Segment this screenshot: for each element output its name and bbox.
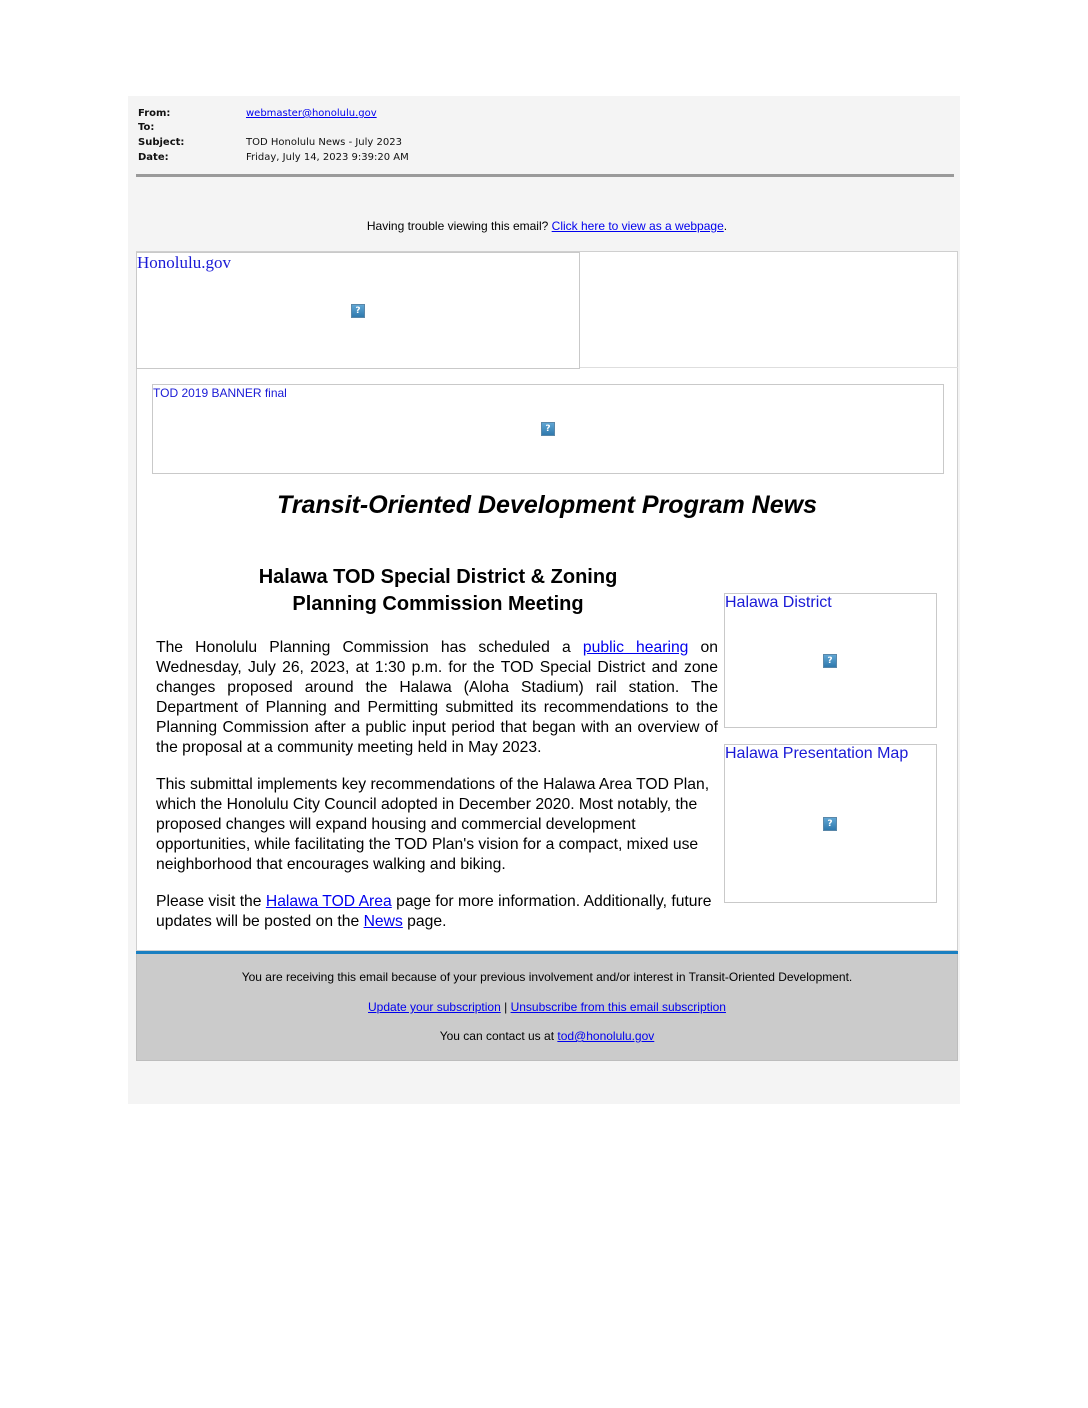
date-label: Date: [138, 152, 169, 163]
public-hearing-link[interactable]: public hearing [582, 639, 689, 656]
paragraph-text: page. [402, 913, 447, 930]
view-online-period: . [723, 219, 728, 233]
article-paragraph-3 [156, 892, 718, 932]
date-value: Friday, July 14, 2023 9:39:20 AM [246, 152, 409, 163]
tod-banner-image[interactable] [152, 384, 944, 474]
halawa-tod-area-link[interactable]: Halawa TOD Area [265, 893, 392, 910]
article-heading-line-1: Halawa TOD Special District & Zoning [258, 566, 618, 588]
from-address-link[interactable]: webmaster@honolulu.gov [246, 108, 377, 119]
from-label: From: [138, 108, 171, 119]
paragraph-text: page for more information. Additionally, future updates will be posted on the [156, 893, 712, 930]
news-page-link[interactable]: News [363, 913, 403, 930]
link-separator: | [500, 1000, 511, 1014]
broken-image-icon: ? [541, 422, 555, 436]
subscription-notice: You are receiving this email because of your previous involvement and/or interest in Transit-Oriented Development. [241, 970, 853, 984]
to-label: To: [138, 122, 155, 133]
paragraph-text: on Wednesday, July 26, 2023, at 1:30 p.m. for the TOD Special District and zone changes proposed around the Halawa (Aloha Stadium) rail station. The Department of Planning and Permitting submitted its recommendations to the Planning Commission after a public input period that began with an overview of the proposal at a community meeting held in May 2023. [156, 639, 719, 756]
broken-image-icon: ? [823, 817, 837, 831]
view-online-notice [136, 219, 958, 233]
paragraph-text: The Honolulu Planning Commission has scheduled a [156, 639, 583, 656]
contact-text: You can contact us at [439, 1029, 558, 1043]
broken-image-icon: ? [351, 304, 365, 318]
paragraph-text: Please visit the [156, 893, 266, 910]
email-footer [136, 954, 958, 1061]
article-paragraph-2: This submittal implements key recommendations of the Halawa Area TOD Plan, which the Honolulu City Council adopted in December 2020. Most notably, the proposed changes will expand housing and commercial development opportunities, while facilitating the TOD Plan's vision for a compact, mixed use neighborhood that encourages walking and biking. [156, 776, 710, 873]
view-online-text: Having trouble viewing this email? [366, 219, 552, 233]
subject-label: Subject: [138, 137, 185, 148]
district-alt-text: Halawa District [725, 594, 832, 611]
logo-alt-text: Honolulu.gov [137, 253, 231, 272]
map-alt-text: Halawa Presentation Map [725, 745, 909, 762]
update-subscription-link[interactable]: Update your subscription [368, 1000, 501, 1014]
newsletter-title: Transit-Oriented Development Program News [277, 491, 817, 519]
subject-value: TOD Honolulu News - July 2023 [246, 137, 402, 148]
halawa-presentation-map-image[interactable] [724, 744, 937, 903]
honolulu-logo-image[interactable] [136, 252, 580, 369]
contact-email-link[interactable]: tod@honolulu.gov [557, 1029, 655, 1043]
broken-image-icon: ? [823, 654, 837, 668]
unsubscribe-link[interactable]: Unsubscribe from this email subscription [510, 1000, 726, 1014]
header-divider [136, 174, 954, 177]
halawa-district-image[interactable] [724, 593, 937, 728]
view-as-webpage-link[interactable]: Click here to view as a webpage [551, 219, 724, 233]
article-heading [200, 564, 676, 618]
article-heading-line-2: Planning Commission Meeting [292, 593, 584, 615]
subscription-links [137, 1000, 957, 1014]
contact-line [137, 1029, 957, 1043]
article-paragraph-1 [156, 638, 718, 758]
banner-alt-text: TOD 2019 BANNER final [153, 386, 287, 400]
